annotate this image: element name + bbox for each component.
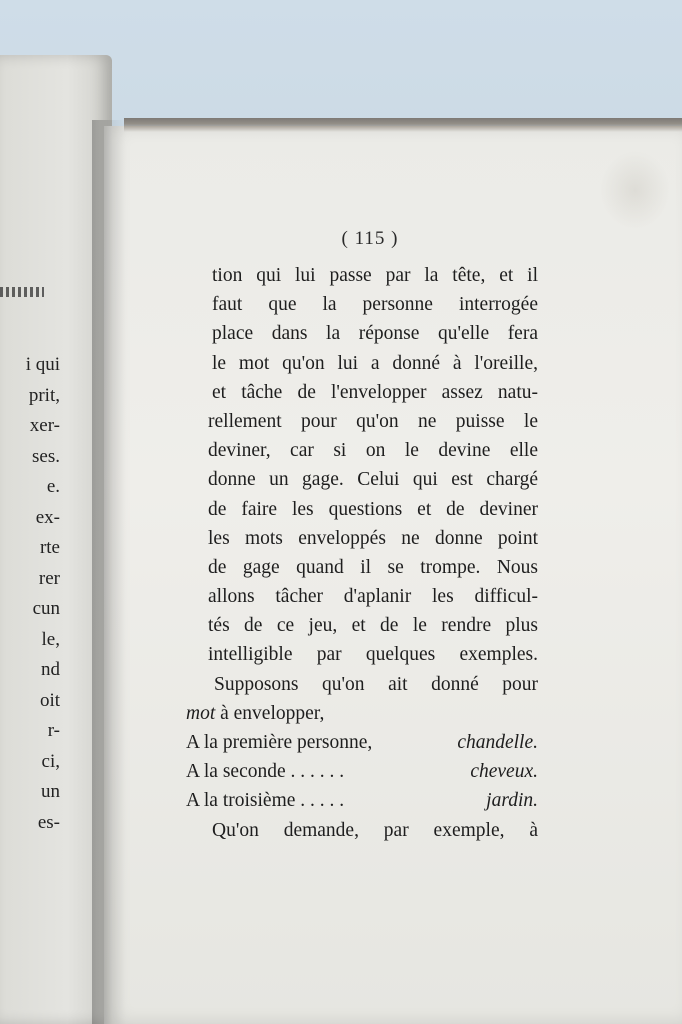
example-label: A la troisième . . . . . bbox=[186, 790, 345, 812]
text-line: de gage quand il se trompe. Nous bbox=[208, 556, 538, 578]
left-fragment: ci, bbox=[41, 750, 60, 772]
example-label: A la seconde . . . . . . bbox=[186, 761, 345, 783]
book-gutter bbox=[92, 120, 126, 1024]
left-fragment: e. bbox=[46, 476, 60, 497]
paragraph-start: Supposons qu'on ait donné pour bbox=[214, 673, 538, 695]
example-label: A la première personne, bbox=[186, 732, 373, 753]
example-line bbox=[186, 728, 538, 757]
page-top-edge bbox=[124, 118, 682, 132]
example-answer: chandelle. bbox=[457, 732, 538, 753]
left-fragment: oit bbox=[39, 689, 60, 711]
text-line: les mots enveloppés ne donne point bbox=[208, 527, 538, 549]
text-line: place dans la réponse qu'elle fera bbox=[212, 323, 538, 345]
left-fragment: nd bbox=[41, 659, 60, 680]
left-page-text bbox=[0, 350, 60, 838]
example-answer: cheveux. bbox=[470, 761, 538, 783]
left-fragment: un bbox=[41, 781, 60, 802]
text-line: de faire les questions et de deviner bbox=[208, 498, 538, 520]
paper-stain bbox=[600, 150, 670, 230]
left-fragment: r- bbox=[47, 720, 60, 741]
ornament-rule bbox=[0, 287, 44, 297]
text-line: rellement pour qu'on ne puisse le bbox=[208, 410, 538, 432]
text-line: tés de ce jeu, et de le rendre plus bbox=[208, 615, 538, 637]
italic-word: mot bbox=[186, 702, 216, 724]
example-line bbox=[186, 757, 538, 786]
left-fragment: rer bbox=[38, 567, 60, 589]
left-fragment: ex- bbox=[35, 506, 60, 528]
text-span: à envelopper, bbox=[215, 702, 325, 724]
left-fragment: rte bbox=[39, 537, 60, 558]
text-line: Qu'on demande, par exemple, à bbox=[212, 819, 538, 841]
left-fragment: ses. bbox=[32, 445, 60, 467]
text-line: donne un gage. Celui qui est chargé bbox=[208, 469, 538, 491]
text-line: le mot qu'on lui a donné à l'oreille, bbox=[212, 352, 538, 374]
text-line: faut que la personne interrogée bbox=[212, 294, 538, 316]
text-line: intelligible par quelques exemples. bbox=[208, 644, 538, 666]
text-line: allons tâcher d'aplanir les difficul- bbox=[208, 586, 538, 608]
text-line: et tâche de l'envelopper assez natu- bbox=[212, 381, 538, 403]
text-line: deviner, car si on le devine elle bbox=[208, 440, 538, 462]
example-line bbox=[186, 786, 538, 815]
left-fragment: i qui bbox=[25, 354, 60, 375]
text-line bbox=[186, 699, 538, 728]
left-fragment: xer- bbox=[29, 415, 60, 436]
text-line: tion qui lui passe par la tête, et il bbox=[212, 265, 538, 286]
left-fragment: prit, bbox=[28, 384, 60, 406]
left-fragment: es- bbox=[37, 811, 60, 833]
page-text bbox=[186, 261, 538, 845]
example-answer: jardin. bbox=[486, 790, 538, 812]
left-fragment: cun bbox=[32, 598, 60, 619]
page-number: ( 115 ) bbox=[341, 228, 399, 249]
left-fragment: le, bbox=[41, 628, 60, 650]
